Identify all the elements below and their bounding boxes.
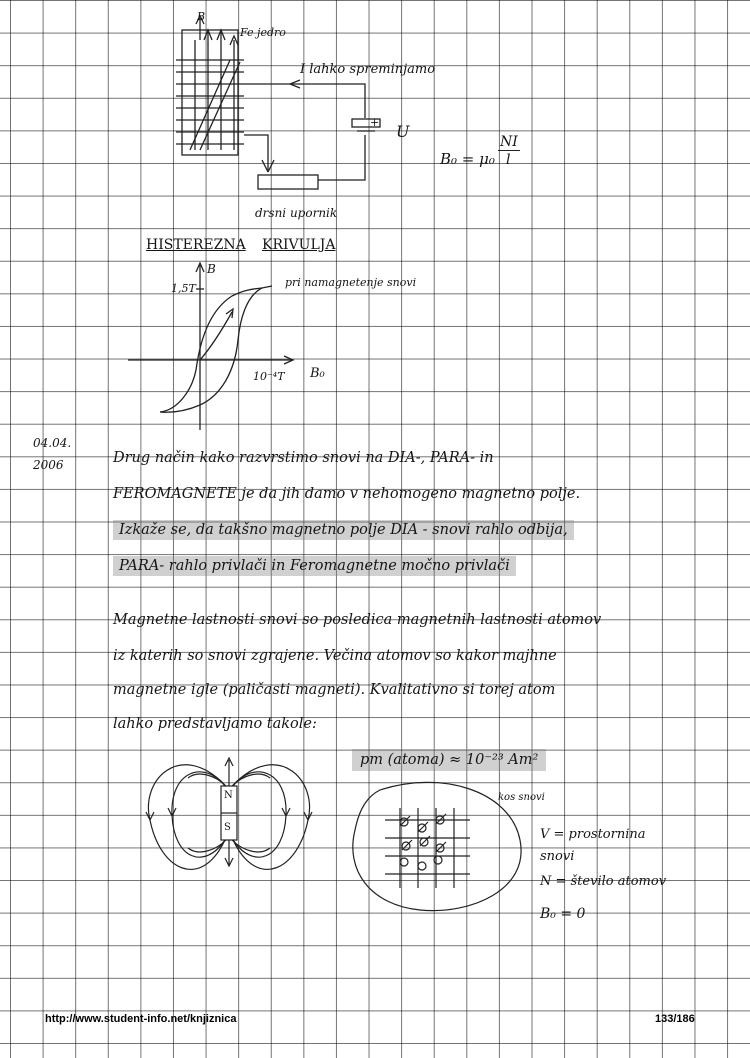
paragraph2-line2: iz katerih so snovi zgrajene. Večina atomov so kakor majhne xyxy=(113,648,557,664)
magnet-north-label: N xyxy=(224,790,233,801)
core-label: Fe jedro xyxy=(240,26,286,39)
footer-page-number: 133/186 xyxy=(655,1013,695,1025)
paragraph1-line1: Drug način kako razvrstimo snovi na DIA-, PARA- in xyxy=(113,450,494,466)
footer-url[interactable]: http://www.student-info.net/knjiznica xyxy=(45,1013,237,1025)
hysteresis-title-2: KRIVULJA xyxy=(262,237,336,253)
hysteresis-curve-note: pri namagnetenje snovi xyxy=(285,276,417,289)
external-field-label: B₀ = 0 xyxy=(540,906,586,922)
paragraph2-line4: lahko predstavljamo takole: xyxy=(113,716,317,732)
paragraph2-line3: magnetne igle (paličasti magneti). Kvalitativno si torej atom xyxy=(113,682,556,698)
atom-count-label: N = število atomov xyxy=(540,874,667,889)
formula-denominator: l xyxy=(506,152,511,168)
paragraph2-line1: Magnetne lastnosti snovi so posledica magnetnih lastnosti atomov xyxy=(113,612,602,628)
battery-label: U xyxy=(396,122,410,141)
formula-numerator: NI xyxy=(500,134,518,150)
hysteresis-y-tick: 1,5T xyxy=(171,282,196,295)
hysteresis-y-label: B xyxy=(207,262,216,276)
magnet-south-label: S xyxy=(224,822,231,833)
magnetic-moment-formula: pm (atoma) ≈ 10⁻²³ Am² xyxy=(352,749,546,771)
b-axis-label: B xyxy=(197,10,206,23)
substance-label: kos snovi xyxy=(498,792,545,803)
hysteresis-x-label: B₀ xyxy=(310,366,325,381)
paragraph1-line3: Izkaže se, da takšno magnetno polje DIA - snovi rahlo odbija, xyxy=(113,520,574,540)
current-label: I lahko spreminjamo xyxy=(300,62,436,77)
substance-outline xyxy=(353,782,521,910)
paragraph1-line2: FEROMAGNETE je da jih damo v nehomogeno magnetno polje. xyxy=(113,486,581,502)
hysteresis-x-tick: 10⁻⁴T xyxy=(253,370,285,383)
atom-dipoles xyxy=(400,814,446,870)
hysteresis-title-1: HISTEREZNA xyxy=(146,237,246,253)
atom-grid xyxy=(385,808,470,888)
volume-label: V = prostornina snovi xyxy=(540,827,646,864)
date-line-2: 2006 xyxy=(33,458,64,472)
date-line-1: 04.04. xyxy=(33,436,72,450)
formula-lhs: B₀ = μ₀ xyxy=(440,150,495,168)
rheostat-label: drsni upornik xyxy=(255,206,338,220)
paragraph1-line4: PARA- rahlo privlači in Feromagnetne močno privlači xyxy=(113,556,516,576)
